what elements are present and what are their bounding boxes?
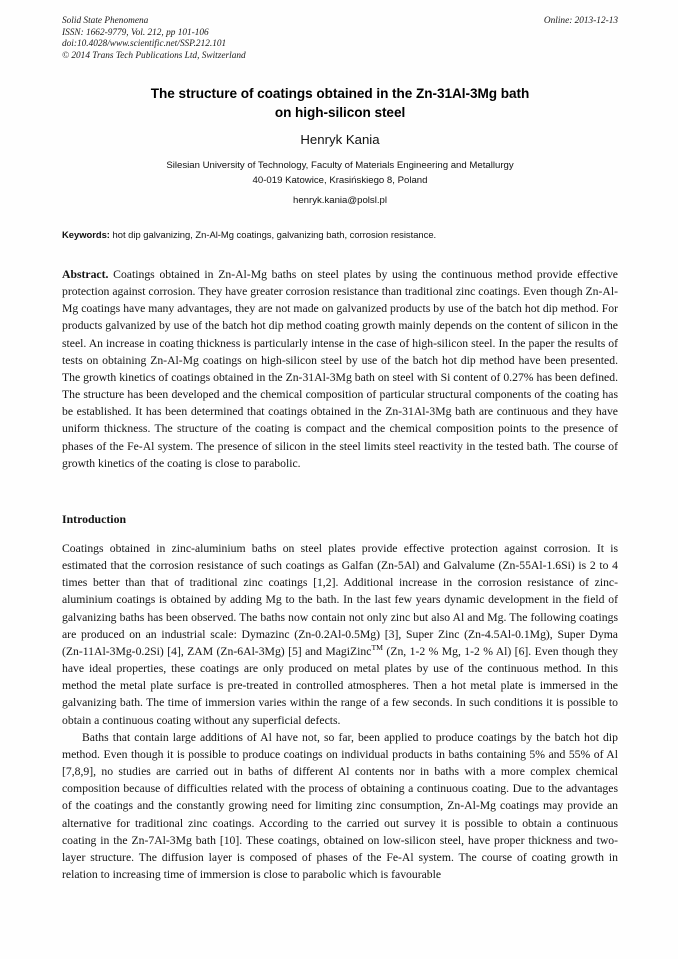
introduction-body [62,540,618,883]
keywords-text: hot dip galvanizing, Zn-Al-Mg coatings, galvanizing bath, corrosion resistance. [109,229,437,240]
affiliation-line-2: 40-019 Katowice, Krasińskiego 8, Poland [252,174,428,186]
introduction-paragraph-2: Baths that contain large additions of Al have not, so far, been applied to produce coatings by the batch hot dip method. Even though it is possible to produce coatings on individual products in baths containing 5% and 55% of Al [7,8,9], no studies are carried out in baths of different Al contents nor in baths with a more complex chemical composition because of difficulties related with the process of obtaining a continuous coating. Due to the advantages of the coatings and the constantly growing need for limiting zinc consumption, Zn-Al-Mg coatings may provide an alternative for traditional zinc coatings. According to the carried out survey it is possible to obtain a continuous coating in the Zn-7Al-3Mg bath [10]. These coatings, obtained on low-silicon steel, have proper thickness and two-layer structure. The diffusion layer is composed of phases of the Fe-Al system. The course of coating growth in relation to increasing time of immersion is close to parabolic which is favourable [62,730,618,881]
journal-name-row [62,16,618,28]
journal-copyright: © 2014 Trans Tech Publications Ltd, Switzerland [62,50,246,61]
keywords-label: Keywords: [62,229,110,240]
title-line-2: on high-silicon steel [274,105,406,120]
journal-name: Solid State Phenomena [62,16,149,26]
trademark-superscript: TM [371,643,384,653]
journal-issn: ISSN: 1662-9779, Vol. 212, pp 101-106 [62,27,209,38]
journal-header [62,16,618,62]
keywords-line [62,228,618,241]
title-line-1: The structure of coatings obtained in the Zn-31Al-3Mg bath [150,86,530,101]
abstract-text: Coatings obtained in Zn-Al-Mg baths on steel plates by using the continuous method provide effective protection against corrosion. They have greater corrosion resistance than traditional zinc coatings. Even though Zn-Al-Mg coatings have many advantages, they are not made on galvanized products by use of the batch hot dip method. For products galvanized by use of the batch hot dip method coating growth mainly depends on the content of silicon in the steel. An increase in coating thickness is particularly intense in the case of high-silicon steel. In the paper the results of tests on obtaining Zn-Al-Mg coatings on high-silicon steel by use of the batch hot dip method have been presented. The growth kinetics of coatings obtained in the Zn-31Al-3Mg bath on steel with Si content of 0.27% has been defined. The structure has been developed and the chemical composition of particular structural components of the coating has be established. It has been determined that coatings obtained in the Zn-31Al-3Mg bath are continuous and they have uniform thickness. The structure of the coating is compact and the chemical composition points to the presence of phases of the Fe-Al system. The presence of silicon in the steel limits steel reactivity in the tested bath. The course of growth kinetics of the coating is close to parabolic. [62,268,618,470]
paragraph-1-part-2: (Zn, 1-2 % Mg, 1-2 % Al) [6]. Even though they have ideal properties, these coatings are only produced on metal plates by use of the continuous method. In this method the metal plate surface is pre-treated in controlled atmospheres. Then a hot metal plate is immersed in the galvanizing bath. The time of immersion varies within the range of a few seconds. In such conditions it is possible to obtain a continuous coating without any superficial defects. [62,644,618,727]
online-date: Online: 2013-12-13 [543,16,618,26]
section-heading-introduction: Introduction [62,512,127,526]
paragraph-1-part-1: Coatings obtained in zinc-aluminium baths on steel plates provide effective protection against corrosion. It is estimated that the corrosion resistance of such coatings as Galfan (Zn-5Al) and Galvalume (Zn-55Al-1.6Si) is 2 to 4 times better than that of traditional zinc coatings [1,2]. Additional increase in the corrosion resistance of zinc-aluminium coatings is obtained by adding Mg to the bath. In the last few years dynamic development in the field of galvanizing baths has been observed. The baths now contain not only zinc but also Al and Mg. The following coatings are produced on an industrial scale: Dymazinc (Zn-0.2Al-0.5Mg) [3], Super Zinc (Zn-4.5Al-0.1Mg), Super Dyma (Zn-11Al-3Mg-0.2Si) [4], ZAM (Zn-6Al-3Mg) [5] and MagiZinc [62,542,618,658]
affiliation [62,159,618,188]
abstract-paragraph [62,266,618,472]
abstract-label: Abstract. [62,268,109,281]
page-title [62,84,618,122]
author-email: henryk.kania@polsl.pl [293,195,387,206]
journal-doi: doi:10.4028/www.scientific.net/SSP.212.101 [62,39,227,50]
affiliation-line-1: Silesian University of Technology, Faculty of Materials Engineering and Metallurgy [166,160,514,171]
author-name: Henryk Kania [300,132,380,147]
introduction-paragraph-1 [62,540,618,729]
